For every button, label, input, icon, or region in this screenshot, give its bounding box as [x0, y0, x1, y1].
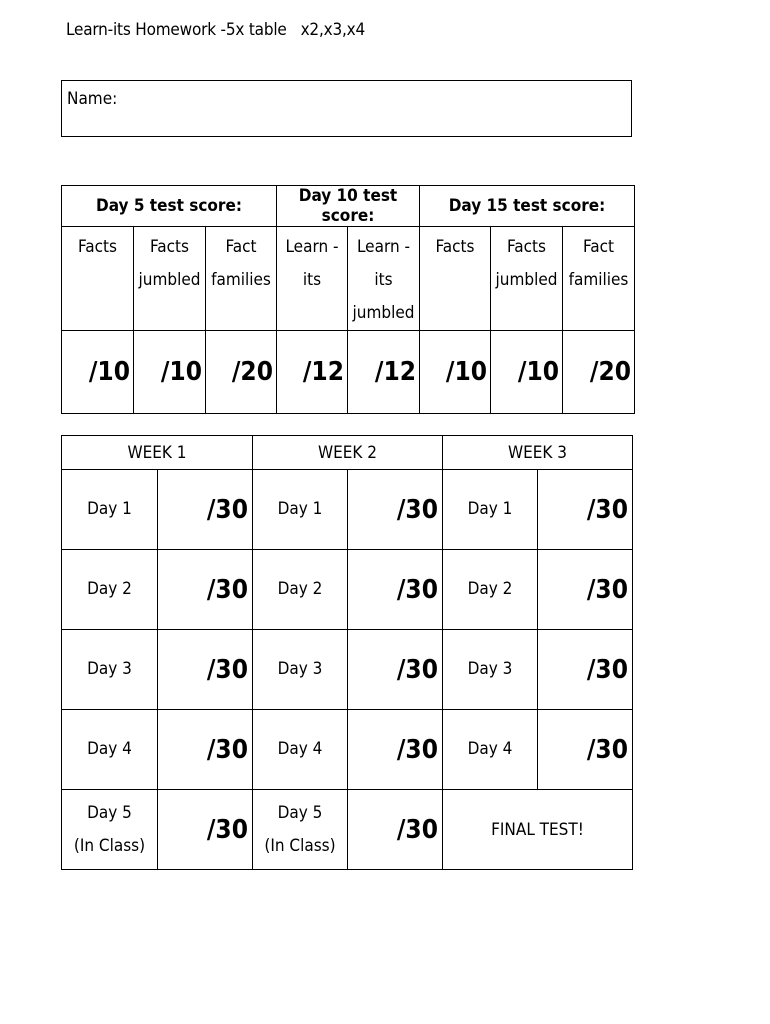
day-label: Day 2: [253, 550, 348, 630]
test-column-label: Facts jumbled: [491, 227, 563, 331]
week-3-header: WEEK 3: [443, 436, 633, 470]
day-label: Day 5 (In Class): [253, 790, 348, 870]
week-2-header: WEEK 2: [253, 436, 443, 470]
day-score-cell[interactable]: /30: [538, 630, 633, 710]
day-score-cell[interactable]: /30: [538, 470, 633, 550]
page-title: Learn-its Homework -5x table x2,x3,x4: [66, 20, 366, 40]
test-column-label: Facts jumbled: [134, 227, 206, 331]
name-label: Name:: [67, 89, 118, 109]
day-score-cell[interactable]: /30: [348, 470, 443, 550]
test-score-cell[interactable]: /20: [206, 331, 277, 414]
test-column-label: Learn -its jumbled: [348, 227, 420, 331]
day-score-cell[interactable]: /30: [538, 550, 633, 630]
day-score-cell[interactable]: /30: [158, 790, 253, 870]
day5-test-header: Day 5 test score:: [62, 186, 277, 227]
final-test-cell: FINAL TEST!: [443, 790, 633, 870]
day10-test-header: Day 10 test score:: [277, 186, 420, 227]
test-score-cell[interactable]: /20: [563, 331, 635, 414]
day-label: Day 4: [253, 710, 348, 790]
day-label: Day 4: [62, 710, 158, 790]
day-label: Day 3: [62, 630, 158, 710]
test-score-cell[interactable]: /12: [348, 331, 420, 414]
day-label: Day 1: [62, 470, 158, 550]
day-score-cell[interactable]: /30: [538, 710, 633, 790]
day-score-cell[interactable]: /30: [158, 550, 253, 630]
day-label: Day 5 (In Class): [62, 790, 158, 870]
day-score-cell[interactable]: /30: [348, 790, 443, 870]
day-score-cell[interactable]: /30: [158, 630, 253, 710]
day-score-cell[interactable]: /30: [158, 710, 253, 790]
test-score-cell[interactable]: /10: [62, 331, 134, 414]
day-label: Day 3: [443, 630, 538, 710]
day-label: Day 2: [62, 550, 158, 630]
day-label: Day 3: [253, 630, 348, 710]
test-column-label: Learn -its: [277, 227, 348, 331]
test-column-label: Fact families: [563, 227, 635, 331]
test-score-cell[interactable]: /10: [491, 331, 563, 414]
test-score-cell[interactable]: /12: [277, 331, 348, 414]
day-score-cell[interactable]: /30: [348, 630, 443, 710]
day-score-cell[interactable]: /30: [348, 550, 443, 630]
day-label: Day 4: [443, 710, 538, 790]
weekly-score-table: [61, 435, 633, 870]
test-score-cell[interactable]: /10: [134, 331, 206, 414]
name-field[interactable]: [61, 80, 632, 137]
day-label: Day 2: [443, 550, 538, 630]
day-score-cell[interactable]: /30: [348, 710, 443, 790]
day-label: Day 1: [443, 470, 538, 550]
test-score-cell[interactable]: /10: [420, 331, 491, 414]
test-column-label: Facts: [62, 227, 134, 331]
day15-test-header: Day 15 test score:: [420, 186, 635, 227]
day-score-cell[interactable]: /30: [158, 470, 253, 550]
week-1-header: WEEK 1: [62, 436, 253, 470]
day-label: Day 1: [253, 470, 348, 550]
test-column-label: Fact families: [206, 227, 277, 331]
test-score-table: [61, 185, 635, 414]
test-column-label: Facts: [420, 227, 491, 331]
